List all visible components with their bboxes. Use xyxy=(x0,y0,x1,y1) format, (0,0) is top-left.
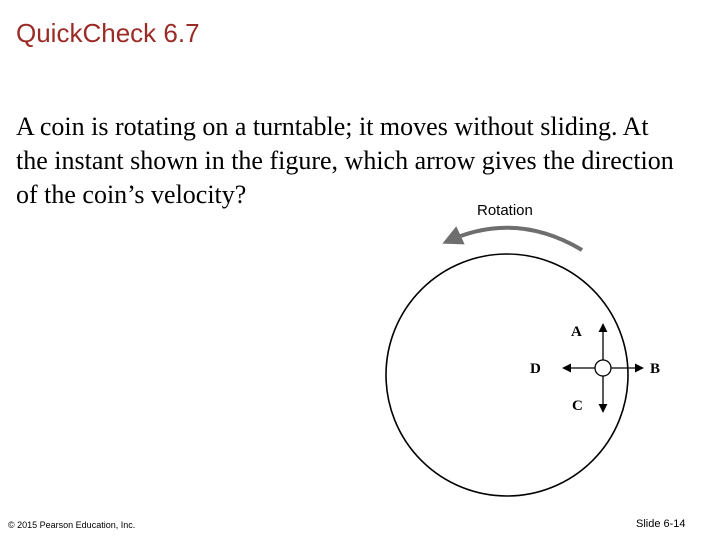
copyright-notice: © 2015 Pearson Education, Inc. xyxy=(8,520,136,530)
slide-number: Slide 6-14 xyxy=(636,518,686,530)
slide-title: QuickCheck 6.7 xyxy=(16,18,200,48)
label-c: C xyxy=(572,398,583,414)
turntable-circle xyxy=(386,254,628,496)
rotation-label: Rotation xyxy=(477,202,533,219)
label-a: A xyxy=(571,324,582,340)
question-text: A coin is rotating on a turntable; it moves without sliding. At the instant shown in the figure, which arrow gives the direction of the coin’s velocity? xyxy=(16,112,674,209)
label-b: B xyxy=(650,361,661,377)
label-d: D xyxy=(530,361,541,377)
rotation-arrow xyxy=(446,228,582,250)
coin xyxy=(595,360,611,376)
